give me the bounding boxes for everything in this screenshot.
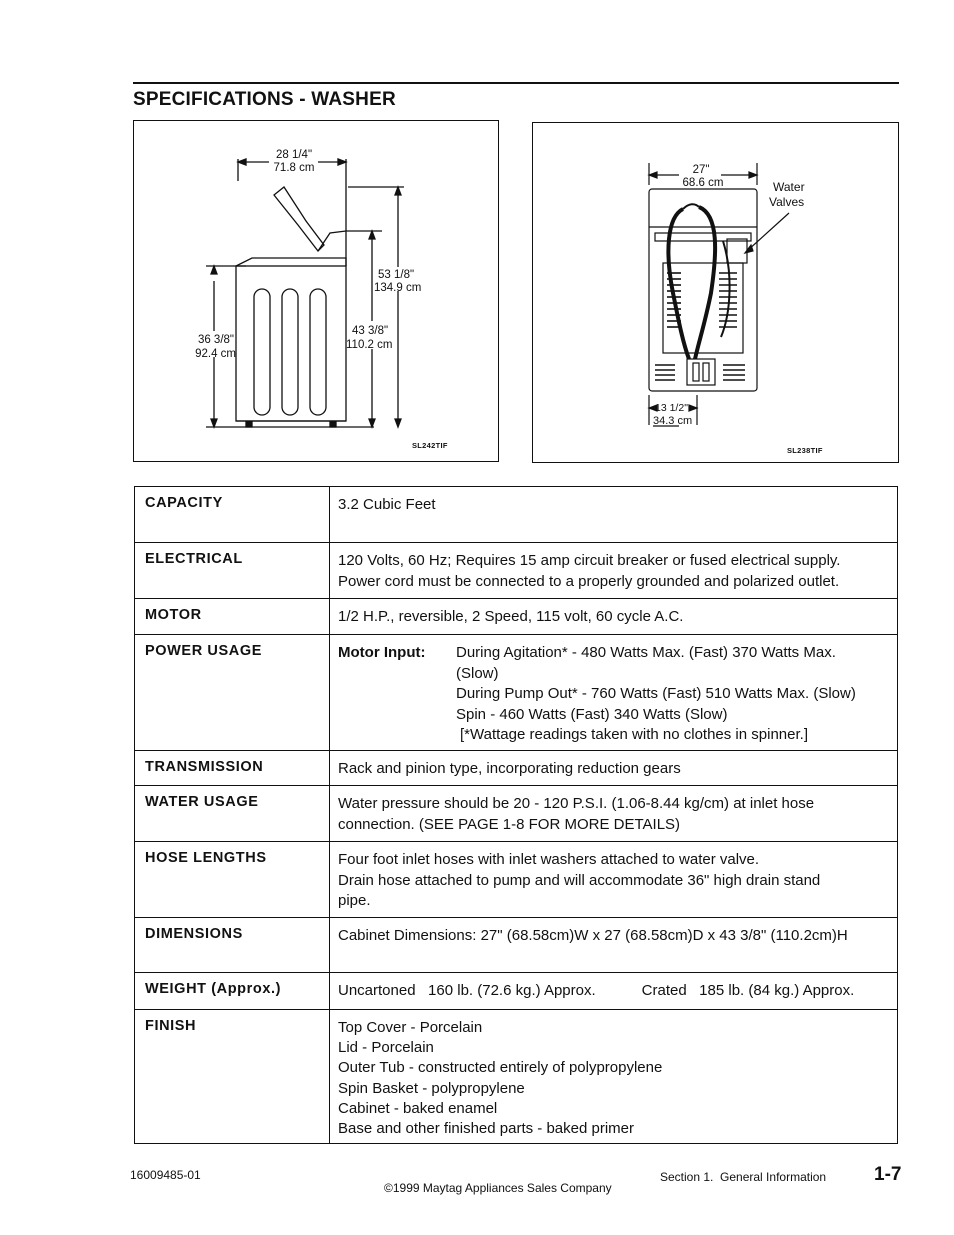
table-row bbox=[135, 842, 898, 918]
table-row bbox=[135, 751, 898, 786]
dim-height-open-cm: 134.9 cm bbox=[374, 282, 422, 294]
table-row bbox=[135, 635, 898, 751]
row-label-electrical: ELECTRICAL bbox=[135, 543, 330, 599]
dim-height-open-in: 53 1/8" bbox=[378, 269, 415, 281]
rear-dim-width-in: 27" bbox=[692, 164, 710, 176]
table-row bbox=[135, 918, 898, 973]
callout-water-valves-1: Water bbox=[773, 180, 805, 194]
row-value-electrical: 120 Volts, 60 Hz; Requires 15 amp circuit breaker or fused electrical supply. Power cord must be connected to a properly grounded and polarized outlet. bbox=[330, 543, 898, 599]
motor-input-label: Motor Input: bbox=[338, 644, 426, 661]
row-value-transmission: Rack and pinion type, incorporating reduction gears bbox=[330, 751, 898, 786]
figure-washer-rear bbox=[532, 122, 899, 463]
dim-height-console-in: 36 3/8" bbox=[197, 334, 234, 346]
row-value-hose-lengths: Four foot inlet hoses with inlet washers attached to water valve. Drain hose attached to pump and will accommodate 36" high drain stand pipe. bbox=[330, 842, 898, 918]
footer-section: Section 1. General Information bbox=[660, 1170, 827, 1184]
row-value-water-usage: Water pressure should be 20 - 120 P.S.I. (1.06-8.44 kg/cm) at inlet hose connection. (SEE PAGE 1-8 FOR MORE DETAILS) bbox=[330, 786, 898, 842]
dim-width-in: 28 1/4" bbox=[275, 149, 313, 161]
rear-dim-offset-cm: 34.3 cm bbox=[653, 415, 693, 427]
row-label-motor: MOTOR bbox=[135, 599, 330, 635]
row-label-hose-lengths: HOSE LENGTHS bbox=[135, 842, 330, 918]
spec-table bbox=[134, 486, 898, 1144]
table-row bbox=[135, 543, 898, 599]
row-label-finish: FINISH bbox=[135, 1010, 330, 1144]
footer-doc-number: 16009485-01 bbox=[130, 1168, 201, 1182]
row-value-finish: Top Cover - Porcelain Lid - Porcelain Outer Tub - constructed entirely of polypropylene Spin Basket - polypropylene Cabinet - baked enamel Base and other finished parts - baked primer bbox=[330, 1010, 898, 1144]
page-number: 1-7 bbox=[874, 1164, 902, 1185]
figure-code-right: SL238TIF bbox=[787, 446, 823, 455]
row-label-dimensions: DIMENSIONS bbox=[135, 918, 330, 973]
weight-crated: Crated 185 lb. (84 kg.) Approx. bbox=[641, 982, 855, 999]
rear-dim-offset-in: 13 1/2" bbox=[655, 402, 688, 414]
page-title: SPECIFICATIONS - WASHER bbox=[133, 89, 396, 110]
figure-code-left: SL242TIF bbox=[412, 441, 448, 450]
table-row bbox=[135, 487, 898, 543]
row-label-power-usage: POWER USAGE bbox=[135, 635, 330, 751]
table-row bbox=[135, 1010, 898, 1144]
row-label-transmission: TRANSMISSION bbox=[135, 751, 330, 786]
row-value-motor: 1/2 H.P., reversible, 2 Speed, 115 volt, 60 cycle A.C. bbox=[330, 599, 898, 635]
dim-height-console-cm: 92.4 cm bbox=[195, 348, 236, 360]
row-label-capacity: CAPACITY bbox=[135, 487, 330, 543]
figure-washer-side bbox=[133, 120, 499, 462]
header-rule bbox=[133, 82, 899, 84]
row-value-power-usage: Motor Input: During Agitation* - 480 Watts Max. (Fast) 370 Watts Max. (Slow) During Pump Out* - 760 Watts (Fast) 510 Watts Max. (Slow) Spin - 460 Watts (Fast) 340 Watts (Slow) [*Wattage readings taken with no clothes in spinner.] bbox=[330, 635, 898, 751]
footer-copyright: ©1999 Maytag Appliances Sales Company bbox=[384, 1181, 612, 1195]
row-value-weight bbox=[330, 973, 898, 1010]
table-row bbox=[135, 973, 898, 1010]
table-row bbox=[135, 599, 898, 635]
row-value-dimensions: Cabinet Dimensions: 27" (68.58cm)W x 27 (68.58cm)D x 43 3/8" (110.2cm)H bbox=[330, 918, 898, 973]
callout-water-valves-2: Valves bbox=[769, 195, 805, 209]
dim-height-cabinet-in: 43 3/8" bbox=[352, 325, 389, 337]
row-value-capacity: 3.2 Cubic Feet bbox=[330, 487, 898, 543]
dim-width-cm: 71.8 cm bbox=[273, 162, 315, 174]
weight-uncartoned: Uncartoned 160 lb. (72.6 kg.) Approx. bbox=[338, 982, 596, 999]
row-label-water-usage: WATER USAGE bbox=[135, 786, 330, 842]
dim-height-cabinet-cm: 110.2 cm bbox=[346, 339, 393, 351]
rear-dim-width-cm: 68.6 cm bbox=[682, 177, 724, 189]
table-row bbox=[135, 786, 898, 842]
row-label-weight: WEIGHT (Approx.) bbox=[135, 973, 330, 1010]
